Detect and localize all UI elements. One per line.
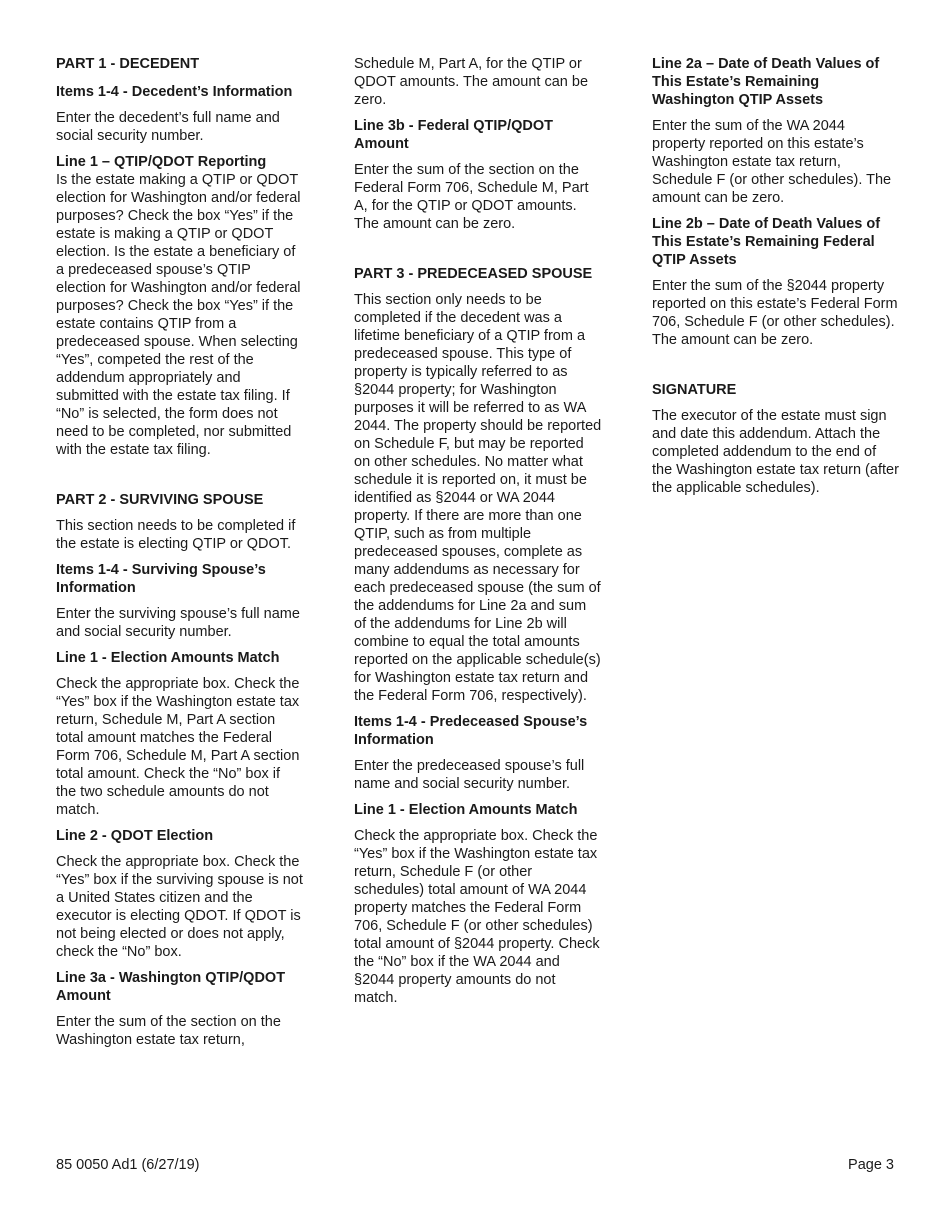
line3a-text-continued: Schedule M, Part A, for the QTIP or QDOT amounts. The amount can be zero.: [354, 56, 589, 108]
part2-heading: PART 2 - SURVIVING SPOUSE: [56, 492, 264, 508]
signature-heading: SIGNATURE: [652, 382, 737, 398]
predeceased-info-text: Enter the predeceased spouse’s full name and social security number.: [354, 758, 585, 792]
line3a-text: Enter the sum of the section on the Washington estate tax return,: [56, 1014, 281, 1048]
part1-heading: PART 1 - DECEDENT: [56, 56, 200, 72]
part3-heading: PART 3 - PREDECEASED SPOUSE: [354, 266, 593, 282]
line2a-heading: Line 2a – Date of Death Values of This Estate’s Remaining Washington QTIP Assets: [652, 56, 880, 108]
election-amounts-heading: Line 1 - Election Amounts Match: [56, 650, 280, 666]
line2b-heading: Line 2b – Date of Death Values of This Estate’s Remaining Federal QTIP Assets: [652, 216, 881, 268]
form-id: 85 0050 Ad1 (6/27/19): [56, 1157, 200, 1173]
part2-text: This section needs to be completed if the estate is electing QTIP or QDOT.: [56, 518, 296, 552]
decedent-info-text: Enter the decedent’s full name and social security number.: [56, 110, 280, 144]
line1-qtip-heading: Line 1 – QTIP/QDOT Reporting: [56, 154, 267, 170]
spouse-info-heading: Items 1-4 - Surviving Spouse’s Information: [56, 562, 266, 596]
predeceased-election-heading: Line 1 - Election Amounts Match: [354, 802, 578, 818]
line3a-heading: Line 3a - Washington QTIP/QDOT Amount: [56, 970, 286, 1004]
signature-text: The executor of the estate must sign and date this addendum. Attach the completed addendum to the end of the Washington estate tax return (after the applicable schedules).: [652, 408, 899, 496]
page-number: Page 3: [848, 1157, 894, 1173]
column-1: [56, 55, 304, 1049]
line3b-heading: Line 3b - Federal QTIP/QDOT Amount: [354, 118, 553, 152]
column-2: [354, 55, 602, 1007]
line2a-text: Enter the sum of the WA 2044 property reported on this estate’s Washington estate tax return, Schedule F (or other schedules). The amount can be zero.: [652, 118, 892, 206]
election-amounts-text: Check the appropriate box. Check the “Yes” box if the Washington estate tax return, Schedule M, Part A section total amount matches the Federal Form 706, Schedule M, Part A section total amount. Check the “No” box if the two schedule amounts do not match.: [56, 676, 300, 818]
column-3: [652, 55, 900, 497]
qdot-election-text: Check the appropriate box. Check the “Yes” box if the surviving spouse is not a United States citizen and the executor is electing QDOT. If QDOT is not being elected or does not apply, check the “No” box.: [56, 854, 303, 960]
predeceased-election-text: Check the appropriate box. Check the “Yes” box if the Washington estate tax return, Schedule F (or other schedules) total amount of WA 2044 property matches the Federal Form 706, Schedule F (or other schedules) total amount of §2044 property. Check the “No” box if the WA 2044 and §2044 property amounts do not match.: [354, 828, 600, 1006]
line2b-text: Enter the sum of the §2044 property reported on this estate’s Federal Form 706, Schedule F (or other schedules). The amount can be zero.: [652, 278, 898, 348]
part3-text: This section only needs to be completed if the decedent was a lifetime beneficiary of a QTIP from a predeceased spouse. This type of property is typically referred to as §2044 property; for Washington purposes it will be referred to as WA 2044. The property should be reported on Schedule F, but may be reported on other schedules. No matter what schedule it is reported on, it must be identified as §2044 or WA 2044 property. If there are more than one QTIP, such as from multiple predeceased spouses, complete as many addendums as necessary for each predeceased spouse (the sum of the addendums for Line 2a and sum of the addendums for Line 2b will combine to equal the total amounts reported on the applicable schedule(s) for Washington estate tax return and the Federal Form 706, respectively).: [354, 292, 602, 704]
predeceased-info-heading: Items 1-4 - Predeceased Spouse’s Information: [354, 714, 588, 748]
line1-qtip-text: Is the estate making a QTIP or QDOT election for Washington and/or federal purposes? Check the box “Yes” if the estate is making a QTIP or QDOT election. Is the estate a beneficiary of a predeceased spouse’s QTIP election for Washington and/or federal purposes? Check the box “Yes” if the estate contains QTIP from a predeceased spouse. When selecting “Yes”, competed the rest of the addendum appropriately and submitted with the estate tax filing. If “No” is selected, the form does not need to be completed, nor submitted with the estate tax filing.: [56, 172, 301, 458]
spouse-info-text: Enter the surviving spouse’s full name and social security number.: [56, 606, 300, 640]
line3b-text: Enter the sum of the section on the Federal Form 706, Schedule M, Part A, for the QTIP or QDOT amounts. The amount can be zero.: [354, 162, 589, 232]
decedent-info-heading: Items 1-4 - Decedent’s Information: [56, 84, 293, 100]
qdot-election-heading: Line 2 - QDOT Election: [56, 828, 214, 844]
